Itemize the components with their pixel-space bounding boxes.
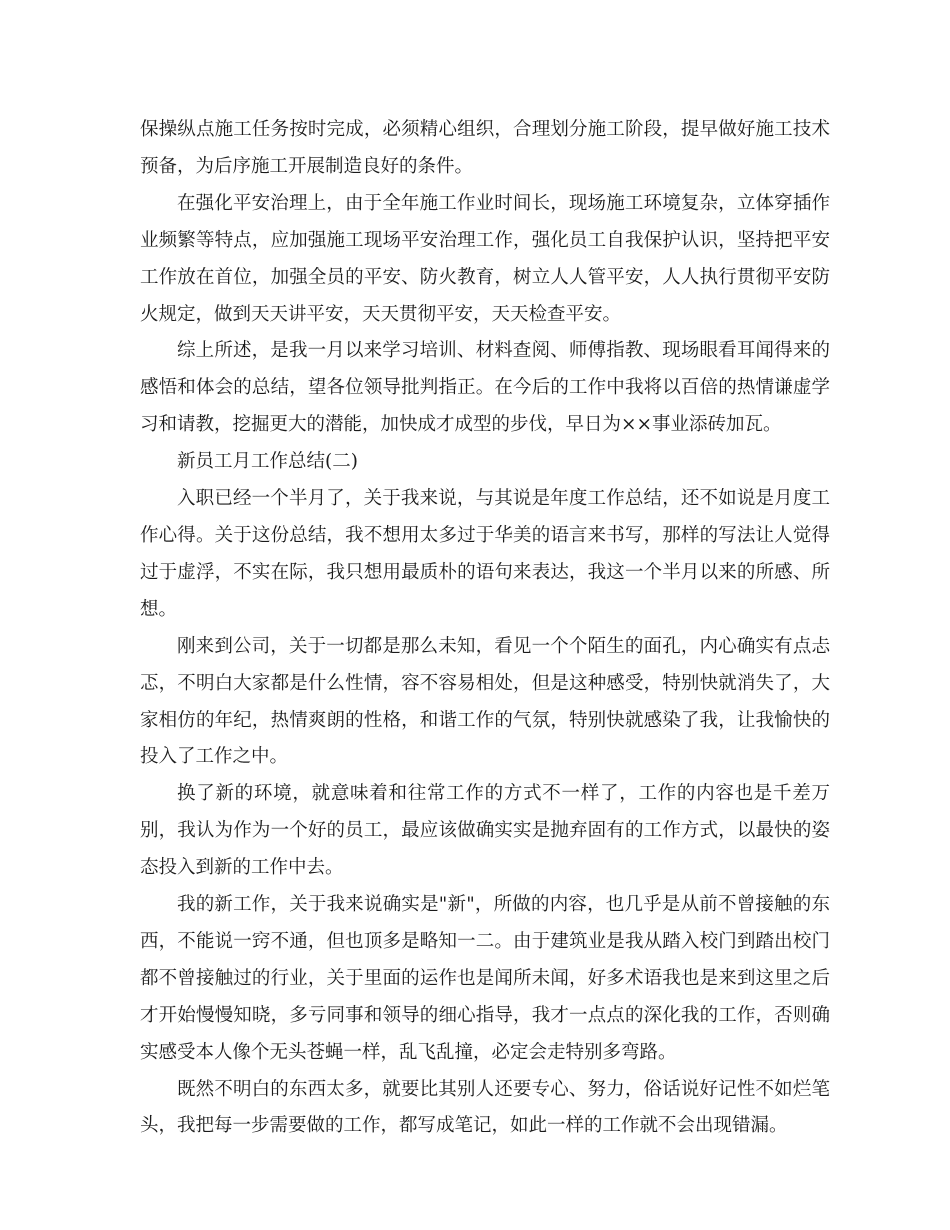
section-heading: 新员工月工作总结(二) (177, 451, 358, 473)
paragraph-intro: 入职已经一个半月了，关于我来说，与其说是年度工作总结，还不如说是月度工作心得。关于这份总结，我不想用太多过于华美的语言来书写，那样的写法让人觉得过于虚浮，不实在际，我只想用最质朴的语句来表达，我这一个半月以来的所感、所想。 (140, 488, 830, 620)
paragraph-new-environment: 换了新的环境，就意味着和往常工作的方式不一样了，工作的内容也是千差万别，我认为作为一个好的员工，最应该做确实实是抛弃固有的工作方式，以最快的姿态投入到新的工作中去。 (140, 783, 830, 879)
paragraph-new-work: 我的新工作，关于我来说确实是"新"，所做的内容，也几乎是从前不曾接触的东西，不能说一窍不通，但也顶多是略知一二。由于建筑业是我从踏入校门到踏出校门都不曾接触过的行业，关于里面的运作也是闻所未闻，好多术语我也是来到这里之后才开始慢慢知晓，多亏同事和领导的细心指导，我才一点点的深化我的工作，否则确实感受本人像个无头苍蝇一样，乱飞乱撞，必定会走特别多弯路。 (140, 894, 830, 1063)
paragraph-continuation: 保操纵点施工任务按时完成，必须精心组织，合理划分施工阶段，提早做好施工技术预备，为后序施工开展制造良好的条件。 (140, 119, 830, 177)
paragraph-safety-management: 在强化平安治理上，由于全年施工作业时间长，现场施工环境复杂，立体穿插作业频繁等特点，应加强施工现场平安治理工作，强化员工自我保护认识，坚持把平安工作放在首位，加强全员的平安、防火教育，树立人人管平安，人人执行贯彻平安防火规定，做到天天讲平安，天天贯彻平安，天天检查平安。 (140, 192, 830, 325)
paragraph-arrival: 刚来到公司，关于一切都是那么未知，看见一个个陌生的面孔，内心确实有点忐忑，不明白大家都是什么性情，容不容易相处，但是这种感受，特别快就消失了，大家相仿的年纪，热情爽朗的性格，和谐工作的气氛，特别快就感染了我，让我愉快的投入了工作之中。 (140, 635, 830, 768)
paragraph-summary-conclusion: 综上所述，是我一月以来学习培训、材料查阅、师傅指教、现场眼看耳闻得来的感悟和体会的总结，望各位领导批判指正。在今后的工作中我将以百倍的热情谦虚学习和请教，挖掘更大的潜能，加快成才成型的步伐，早日为××事业添砖加瓦。 (140, 340, 830, 436)
document-body (140, 112, 830, 1145)
paragraph-notes: 既然不明白的东西太多，就要比其别人还要专心、努力，俗话说好记性不如烂笔头，我把每一步需要做的工作，都写成笔记，如此一样的工作就不会出现错漏。 (140, 1078, 830, 1137)
